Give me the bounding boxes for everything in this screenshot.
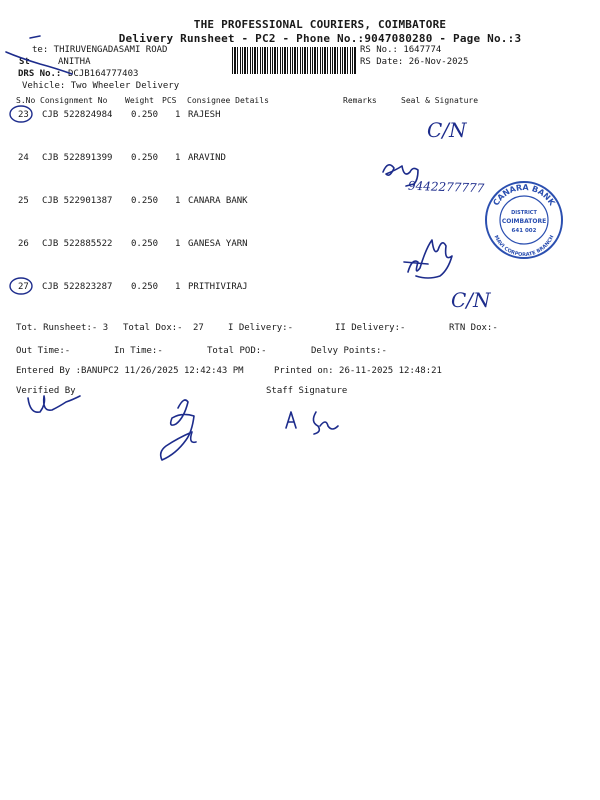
in-time: In Time:- [114,346,163,356]
verified-signature [28,396,80,412]
verified-by: Verified By [16,386,76,396]
col-seal-signature: Seal & Signature [401,96,479,105]
remark-cn-1: C/N [427,118,467,142]
row-consignee: PRITHIVIRAJ [188,282,248,292]
row-sno: 26 [18,239,29,249]
row-weight: 0.250 [131,239,159,249]
rs-number: RS No.: 1647774 [360,45,442,55]
staff-prefix: St [19,57,30,67]
staff-name: ANITHA [58,57,91,67]
row-consignment: CJB 522901387 [42,196,113,206]
row-sno: 23 [18,110,29,120]
row-pcs: 1 [175,153,181,163]
runsheet-subtitle: Delivery Runsheet - PC2 - Phone No.:9047080280 - Page No.:3 [118,32,522,45]
pen-tick-mark [30,36,40,38]
i-delivery: I Delivery:- [228,323,294,333]
ii-delivery: II Delivery:- [335,323,406,333]
stamp-code: 641 002 [511,228,537,234]
route-label: te: THIRUVENGADASAMI ROAD [32,45,168,55]
tot-runsheet: Tot. Runsheet:- 3 [16,323,109,333]
row-consignee: CANARA BANK [188,196,248,206]
total-dox-label: Total Dox:- [123,323,183,333]
vehicle-info: Vehicle: Two Wheeler Delivery [22,81,180,91]
col-pcs: PCS [162,96,177,105]
row-sno: 25 [18,196,29,206]
svg-text:CANARA BANK [491,183,557,208]
remark-cn-2: C/N [451,288,491,312]
rs-date: RS Date: 26-Nov-2025 [360,57,469,67]
row-weight: 0.250 [131,153,159,163]
row-pcs: 1 [175,239,181,249]
signature-row-26-underline [404,262,428,264]
col-consignment: Consignment No [40,96,108,105]
stamp-middle-2: COIMBATORE [501,218,547,225]
row-consignee: ARAVIND [188,153,226,163]
stamp-top-text: CANARA BANK [491,182,557,208]
printed-on: Printed on: 26-11-2025 12:48:21 [274,366,442,376]
out-time: Out Time:- [16,346,71,356]
canara-bank-stamp [482,178,566,262]
row-consignee: GANESA YARN [188,239,248,249]
col-remarks: Remarks [343,96,377,105]
row-consignment: CJB 522824984 [42,110,113,120]
row-consignment: CJB 522891399 [42,153,113,163]
entered-by: Entered By :BANUPC2 11/26/2025 12:42:43 PM [16,366,244,376]
row-weight: 0.250 [131,196,159,206]
staff-signature-label: Staff Signature [266,386,348,396]
staff-initial-signature [313,412,338,434]
row-sno: 24 [18,153,29,163]
row-sno: 27 [18,282,29,292]
staff-initial-a [286,412,296,428]
row-consignment: CJB 522885522 [42,239,113,249]
centre-signature [161,400,196,460]
signature-row-26 [408,240,452,278]
row-weight: 0.250 [131,110,159,120]
col-consignee: Consignee Details [187,96,269,105]
circle-row-27 [10,278,32,294]
stamp-middle-1: DISTRICT [511,210,537,216]
svg-text:MAVI CORPORATE BRANCH [493,234,556,258]
col-weight: Weight [125,96,154,105]
row-pcs: 1 [175,282,181,292]
total-dox-value: 27 [193,323,204,333]
rtn-dox: RTN Dox:- [449,323,498,333]
row-consignee: RAJESH [188,110,221,120]
drs-number: DCJB164777403 [68,69,139,79]
row-pcs: 1 [175,110,181,120]
col-sno: S.No [16,96,36,105]
company-title: THE PROFESSIONAL COURIERS, COIMBATORE [193,18,447,31]
row-weight: 0.250 [131,282,159,292]
delvy-points: Delvy Points:- [311,346,387,356]
pen-strike-mark [6,52,72,74]
row-consignment: CJB 522823287 [42,282,113,292]
row-pcs: 1 [175,196,181,206]
stamp-bottom-text: MAVI CORPORATE BRANCH [492,234,556,259]
circle-row-23 [10,106,32,122]
drs-label: DRS No.: [18,69,62,79]
handwritten-phone: 9442277777 [407,178,485,196]
total-pod: Total POD:- [207,346,267,356]
